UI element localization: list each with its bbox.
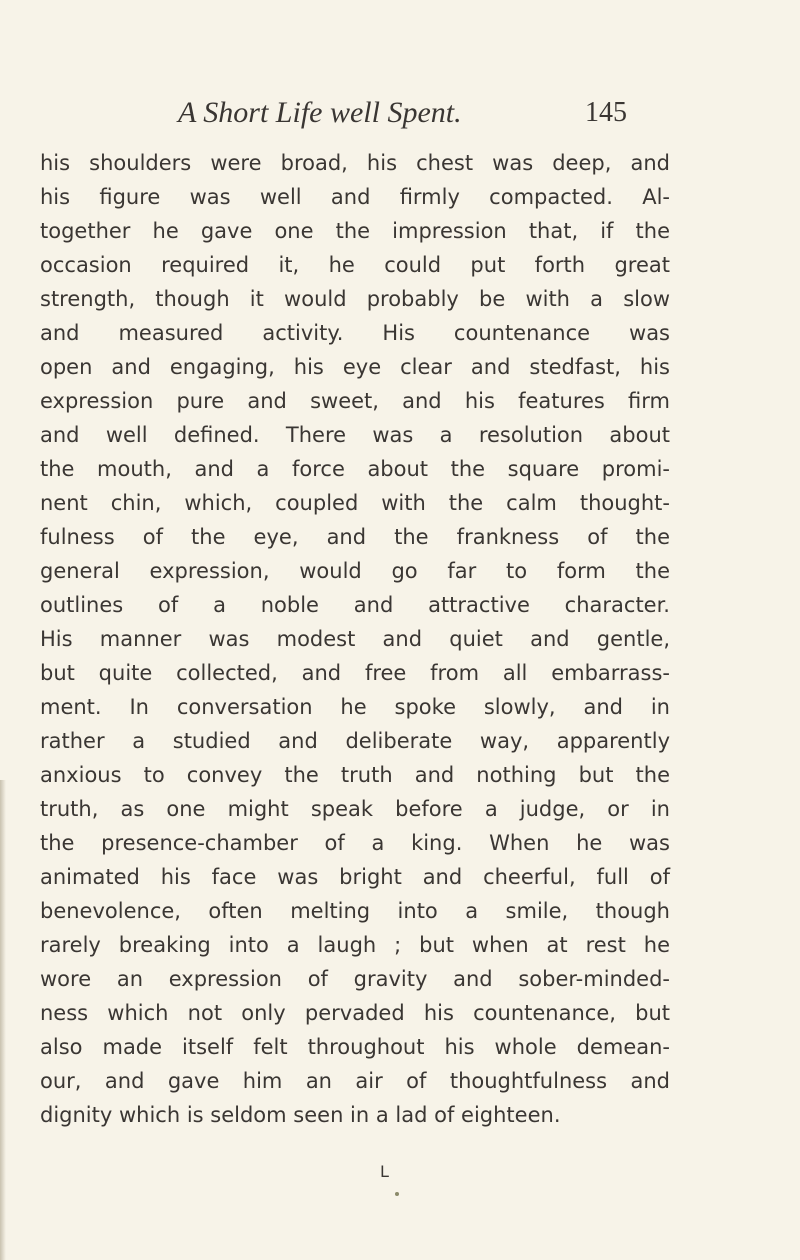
text-line: rarely breaking into a laugh ; but when at rest he <box>40 933 670 957</box>
running-title: A Short Life well Spent. <box>178 96 462 129</box>
text-line: outlines of a noble and attractive character. <box>40 593 670 617</box>
text-line: together he gave one the impression that, if the <box>40 219 670 243</box>
text-line: benevolence, often melting into a smile, though <box>40 899 670 923</box>
text-line: truth, as one might speak before a judge, or in <box>40 797 670 821</box>
text-line: strength, though it would probably be with a slow <box>40 287 670 311</box>
page-header <box>0 95 800 131</box>
text-line: open and engaging, his eye clear and stedfast, his <box>40 355 670 379</box>
text-line: the mouth, and a force about the square promi- <box>40 457 670 481</box>
text-line: ness which not only pervaded his countenance, but <box>40 1001 670 1025</box>
text-line: nent chin, which, coupled with the calm thought- <box>40 491 670 515</box>
text-line: general expression, would go far to form the <box>40 559 670 583</box>
text-line: occasion required it, he could put forth great <box>40 253 670 277</box>
text-line: wore an expression of gravity and sober-minded- <box>40 967 670 991</box>
text-line: but quite collected, and free from all embarrass- <box>40 661 670 685</box>
paper-speck <box>395 1192 399 1196</box>
page-edge-shadow <box>0 780 6 1260</box>
text-line: ment. In conversation he spoke slowly, and in <box>40 695 670 719</box>
text-line: expression pure and sweet, and his features firm <box>40 389 670 413</box>
text-line: and measured activity. His countenance was <box>40 321 670 345</box>
text-line: also made itself felt throughout his whole demean- <box>40 1035 670 1059</box>
text-line: rather a studied and deliberate way, apparently <box>40 729 670 753</box>
text-line: his shoulders were broad, his chest was deep, and <box>40 151 670 175</box>
text-line: animated his face was bright and cheerful, full of <box>40 865 670 889</box>
text-line: and well defined. There was a resolution about <box>40 423 670 447</box>
text-line: fulness of the eye, and the frankness of the <box>40 525 670 549</box>
text-line: our, and gave him an air of thoughtfulness and <box>40 1069 670 1093</box>
page-number: 145 <box>585 97 627 128</box>
body-text <box>40 146 670 1132</box>
text-line: the presence-chamber of a king. When he was <box>40 831 670 855</box>
text-line: His manner was modest and quiet and gentle, <box>40 627 670 651</box>
text-line: his figure was well and firmly compacted. Al- <box>40 185 670 209</box>
text-line: dignity which is seldom seen in a lad of eighteen. <box>40 1103 561 1127</box>
text-line: anxious to convey the truth and nothing but the <box>40 763 670 787</box>
signature-mark: L <box>380 1162 389 1181</box>
